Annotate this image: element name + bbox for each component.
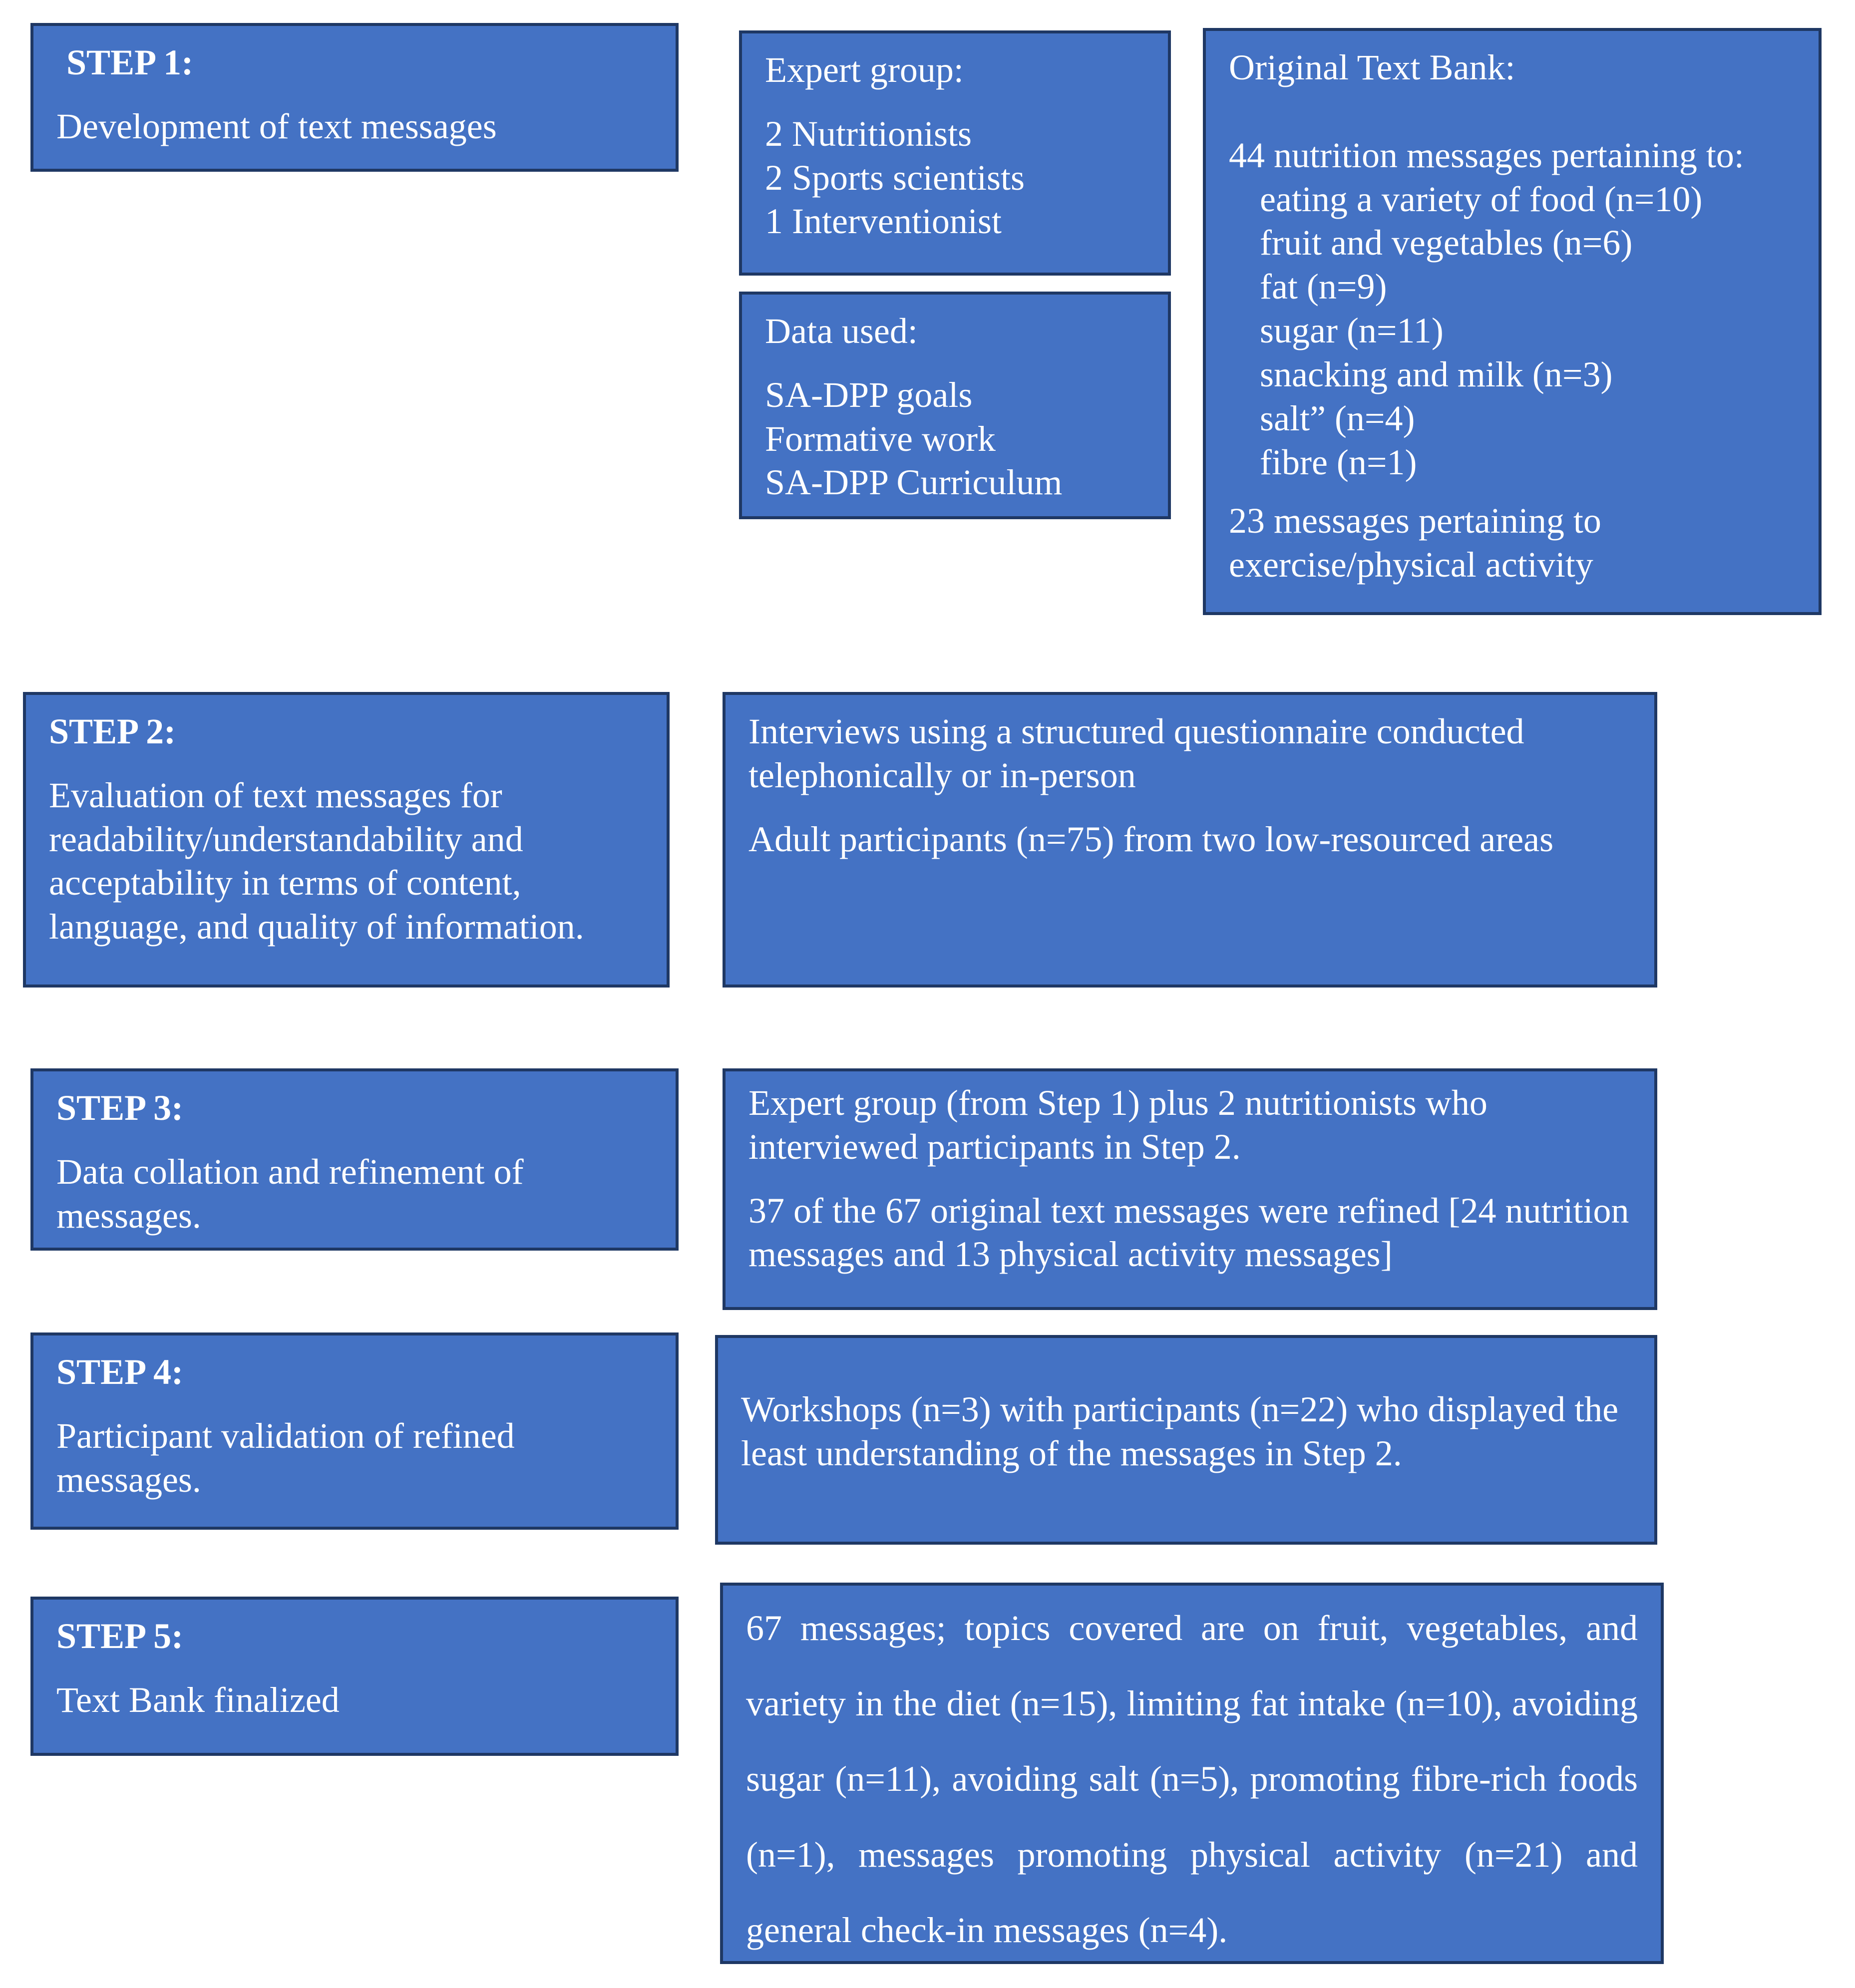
expert-group-box: [739, 30, 1171, 276]
step2-detail-p2: Adult participants (n=75) from two low-resourced areas: [748, 819, 1554, 859]
step3-detail-p2: 37 of the 67 original text messages were refined [24 nutrition messages and 13 physical activity messages]: [748, 1190, 1629, 1275]
topic-item: eating a variety of food (n=10): [1260, 179, 1703, 219]
step2-desc: Evaluation of text messages for readability/understandability and acceptability in terms of content, language, and quality of information.: [49, 775, 584, 947]
expert-item: 2 Sports scientists: [765, 157, 1025, 198]
activity-messages: 23 messages pertaining to exercise/physical activity: [1229, 501, 1601, 585]
step4-detail-box: [715, 1335, 1657, 1545]
topic-item: sugar (n=11): [1260, 311, 1444, 351]
nutrition-intro: 44 nutrition messages pertaining to:: [1229, 135, 1744, 175]
topic-item: fruit and vegetables (n=6): [1260, 223, 1633, 263]
step5-box: [30, 1597, 679, 1756]
topic-item: fat (n=9): [1260, 267, 1387, 307]
step4-detail-p1: Workshops (n=3) with participants (n=22) who displayed the least understanding of the messages in Step 2.: [741, 1389, 1619, 1473]
step2-detail-p1: Interviews using a structured questionnaire conducted telephonically or in-person: [748, 711, 1524, 795]
step2-detail-box: [723, 692, 1657, 988]
step4-title: STEP 4:: [56, 1352, 184, 1392]
data-used-title: Data used:: [765, 311, 918, 351]
step4-box: [30, 1332, 679, 1530]
step5-desc: Text Bank finalized: [56, 1679, 340, 1720]
expert-group-title: Expert group:: [765, 50, 964, 90]
step3-detail-p1: Expert group (from Step 1) plus 2 nutritionists who interviewed participants in Step 2.: [748, 1083, 1487, 1167]
step3-desc: Data collation and refinement of messages.: [56, 1151, 524, 1236]
step4-desc: Participant validation of refined messages.: [56, 1415, 515, 1500]
data-used-item: Formative work: [765, 418, 996, 459]
step5-title: STEP 5:: [56, 1616, 184, 1656]
topic-item: fibre (n=1): [1260, 442, 1417, 482]
step1-box: [30, 23, 679, 172]
topic-item: salt” (n=4): [1260, 398, 1415, 438]
step3-box: [30, 1068, 679, 1251]
original-bank-title: Original Text Bank:: [1229, 47, 1515, 87]
expert-item: 1 Interventionist: [765, 201, 1002, 242]
data-used-item: SA-DPP goals: [765, 374, 973, 415]
original-text-bank-box: [1203, 28, 1822, 615]
topic-item: snacking and milk (n=3): [1260, 354, 1613, 394]
step1-title: STEP 1:: [66, 42, 194, 82]
data-used-item: SA-DPP Curriculum: [765, 462, 1063, 503]
step5-detail-box: [720, 1583, 1664, 1964]
data-used-box: [739, 292, 1171, 519]
expert-item: 2 Nutritionists: [765, 113, 972, 154]
step3-title: STEP 3:: [56, 1088, 184, 1128]
step3-detail-box: [723, 1068, 1657, 1310]
step1-desc: Development of text messages: [56, 106, 497, 146]
step2-title: STEP 2:: [49, 711, 176, 751]
step2-box: [23, 692, 670, 988]
step5-detail-p1: 67 messages; topics covered are on fruit, vegetables, and variety in the diet (n=15), limiting fat intake (n=10), avoiding sugar (n=11), avoiding salt (n=5), promoting fibre-rich foods (n=1), messages promoting physical activity (n=21) and general check-in messages (n=4).: [746, 1608, 1638, 1950]
